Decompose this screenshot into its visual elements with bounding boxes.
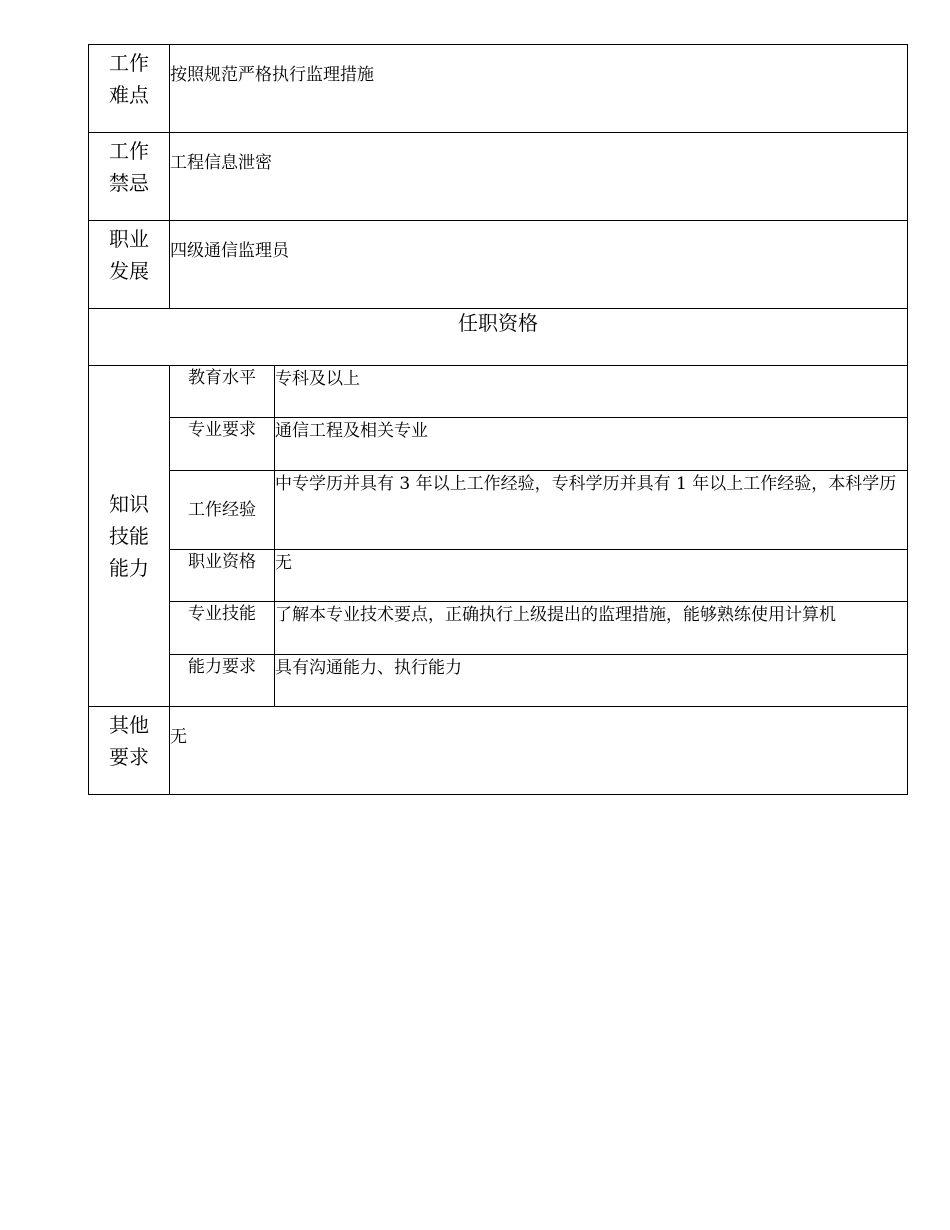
education-level-label: 教育水平 [170,366,275,418]
table-row [89,309,908,366]
work-experience-label: 工作经验 [170,471,275,550]
work-difficulty-label-cell [89,45,170,133]
table-row [89,471,908,550]
table-row [89,707,908,795]
job-description-table [88,44,908,795]
table-row [89,418,908,471]
table-row [89,655,908,707]
professional-skills-value: 了解本专业技术要点，正确执行上级提出的监理措施，能够熟练使用计算机 [275,602,908,655]
table-row [89,602,908,655]
professional-skills-label: 专业技能 [170,602,275,655]
work-taboo-label-cell [89,133,170,221]
other-requirements-value: 无 [170,727,187,747]
career-development-label: 职业发展 [109,227,149,283]
career-development-label-cell [89,221,170,309]
career-development-value: 四级通信监理员 [170,241,289,261]
education-level-value: 专科及以上 [275,366,908,418]
table-row [89,366,908,418]
qualifications-section-title: 任职资格 [89,309,908,366]
major-requirement-value: 通信工程及相关专业 [275,418,908,471]
work-experience-value: 中专学历并具有 3 年以上工作经验，专科学历并具有 1 年以上工作经验，本科学历 [275,471,908,550]
table-row [89,221,908,309]
ability-requirement-label: 能力要求 [170,655,275,707]
other-requirements-value-cell [170,707,908,795]
career-development-value-cell [170,221,908,309]
work-difficulty-value-cell [170,45,908,133]
table-row [89,45,908,133]
work-difficulty-value: 按照规范严格执行监理措施 [170,65,374,85]
work-difficulty-label: 工作难点 [109,51,149,107]
other-requirements-label-cell [89,707,170,795]
work-taboo-label: 工作禁忌 [109,139,149,195]
table-row [89,133,908,221]
knowledge-skills-group-label: 知识技能能力 [109,492,149,580]
major-requirement-label: 专业要求 [170,418,275,471]
table-row [89,550,908,602]
work-taboo-value-cell [170,133,908,221]
ability-requirement-value: 具有沟通能力、执行能力 [275,655,908,707]
other-requirements-label: 其他要求 [109,713,149,769]
professional-qualification-label: 职业资格 [170,550,275,602]
knowledge-skills-group-label-cell [89,366,170,707]
work-taboo-value: 工程信息泄密 [170,153,272,173]
professional-qualification-value: 无 [275,550,908,602]
